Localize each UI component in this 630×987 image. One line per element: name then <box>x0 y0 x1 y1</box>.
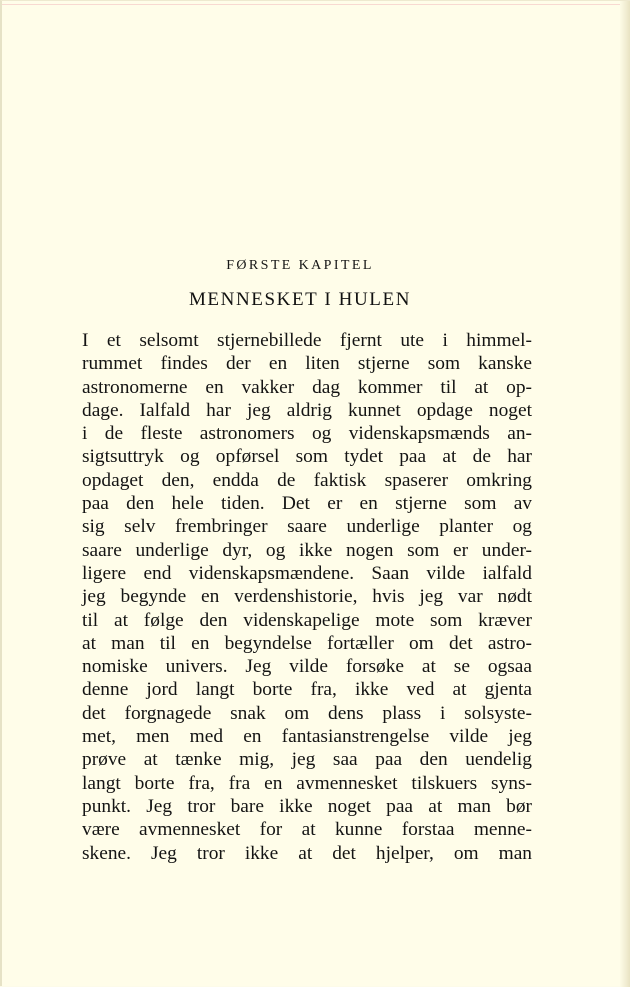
text-line: punkt. Jeg tror bare ikke noget paa at man bør <box>82 795 532 817</box>
text-line: det forgnagede snak om dens plass i solsyste- <box>82 702 532 724</box>
body-text <box>82 329 532 865</box>
text-line: være avmennesket for at kunne forstaa menne- <box>82 819 532 841</box>
text-line: paa den hele tiden. Det er en stjerne som av <box>82 493 532 515</box>
text-line: skene. Jeg tror ikke at det hjelper, om man <box>82 842 532 864</box>
text-line: til at følge den videnskapelige mote som kræver <box>82 609 532 631</box>
text-line: prøve at tænke mig, jeg saa paa den uendelig <box>82 749 532 771</box>
text-line: saare underlige dyr, og ikke nogen som er under- <box>82 539 532 561</box>
chapter-title: MENNESKET I HULEN <box>188 289 412 310</box>
text-line: sigtsuttryk og opførsel som tydet paa at de har <box>82 446 532 468</box>
page-edge-shadow <box>620 1 630 987</box>
text-line: ligere end videnskapsmændene. Saan vilde ialfald <box>82 562 532 584</box>
text-line: astronomerne en vakker dag kommer til at op- <box>82 376 532 398</box>
scan-edge-line <box>2 4 630 5</box>
text-line: jeg begynde en verdenshistorie, hvis jeg var nødt <box>82 586 532 608</box>
text-line: i de fleste astronomers og videnskapsmænds an- <box>82 423 532 445</box>
text-line: met, men med en fantasianstrengelse vilde jeg <box>82 726 532 748</box>
text-line: denne jord langt borte fra, ikke ved at gjenta <box>82 679 532 701</box>
text-line: opdaget den, endda de faktisk spaserer omkring <box>82 469 532 491</box>
text-line: rummet findes der en liten stjerne som kanske <box>82 353 532 375</box>
text-line: dage. Ialfald har jeg aldrig kunnet opdage noget <box>82 399 532 421</box>
chapter-label: FØRSTE KAPITEL <box>226 258 374 273</box>
text-line: nomiske univers. Jeg vilde forsøke at se ogsaa <box>82 656 532 678</box>
text-line: sig selv frembringer saare underlige planter og <box>82 516 532 538</box>
text-line: I et selsomt stjernebillede fjernt ute i himmel- <box>82 330 532 351</box>
text-line: langt borte fra, fra en avmennesket tilskuers syns- <box>82 772 532 794</box>
text-line: at man til en begyndelse fortæller om det astro- <box>82 632 532 654</box>
